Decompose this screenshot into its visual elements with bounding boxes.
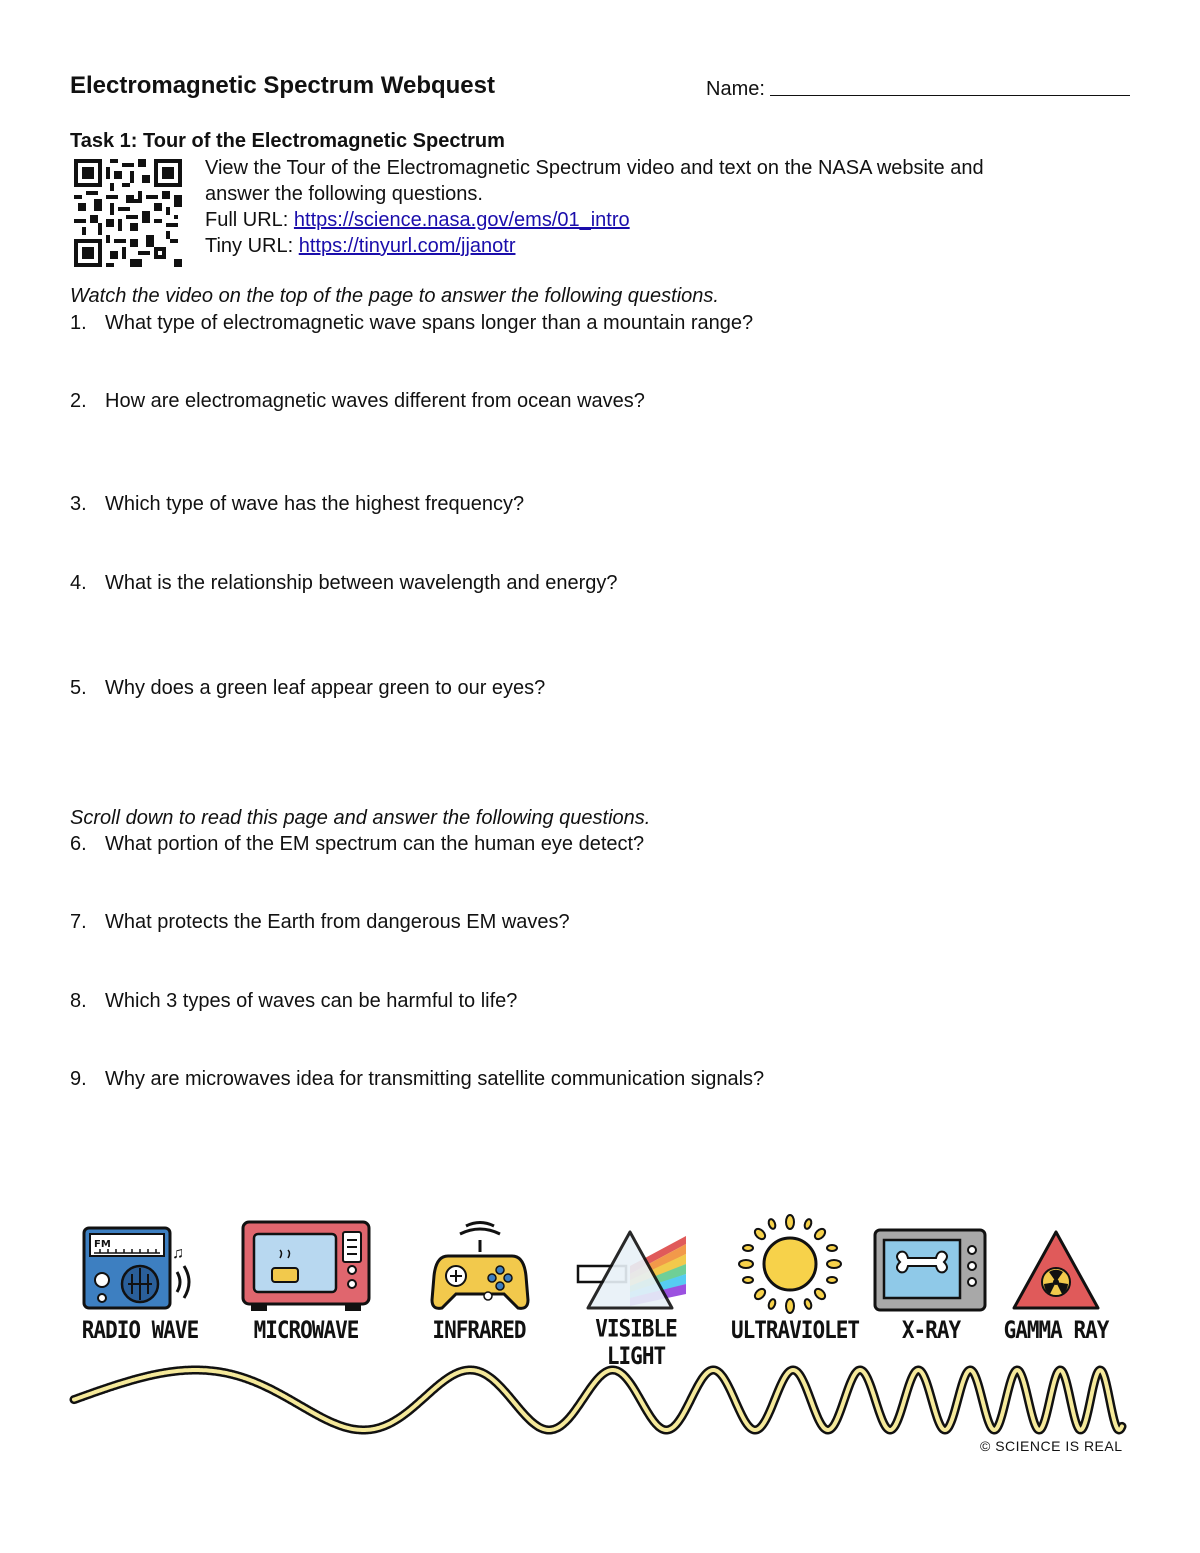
page-title: Electromagnetic Spectrum Webquest <box>70 72 495 99</box>
tiny-url-link[interactable]: https://tinyurl.com/jjanotr <box>298 235 516 257</box>
prism-icon <box>572 1218 692 1314</box>
label-gamma-ray: GAMMA RAY <box>1003 1316 1109 1344</box>
question-8: 8. Which 3 types of waves can be harmful to life? <box>70 990 518 1012</box>
label-visible-light: VISIBLE LIGHT <box>595 1314 677 1370</box>
task-intro <box>205 155 1135 259</box>
tiny-url-row <box>205 233 1135 259</box>
question-5: 5. Why does a green leaf appear green to our eyes? <box>70 677 546 699</box>
full-url-row <box>205 207 1135 233</box>
name-input-line[interactable] <box>770 95 1130 96</box>
question-2: 2. How are electromagnetic waves different from ocean waves? <box>70 390 645 412</box>
question-7: 7. What protects the Earth from dangerous EM waves? <box>70 911 570 933</box>
xray-monitor-icon <box>872 1226 988 1314</box>
question-1: 1. What type of electromagnetic wave spans longer than a mountain range? <box>70 312 754 334</box>
question-6: 6. What portion of the EM spectrum can the human eye detect? <box>70 833 645 855</box>
task-heading: Task 1: Tour of the Electromagnetic Spectrum <box>70 130 505 152</box>
label-radio-wave: RADIO WAVE <box>81 1316 199 1344</box>
radio-fm-text: FM <box>94 1239 111 1250</box>
question-3: 3. Which type of wave has the highest frequency? <box>70 493 525 515</box>
full-url-label: Full URL: <box>205 209 294 231</box>
intro-line-2: answer the following questions. <box>205 183 483 205</box>
scroll-instructions: Scroll down to read this page and answer the following questions. <box>70 807 651 829</box>
sun-icon <box>732 1212 842 1314</box>
label-x-ray: X-RAY <box>901 1316 961 1344</box>
game-controller-icon <box>430 1218 530 1314</box>
qr-code-icon <box>74 159 182 267</box>
full-url-link[interactable]: https://science.nasa.gov/ems/01_intro <box>293 209 630 231</box>
question-4: 4. What is the relationship between wavelength and energy? <box>70 572 618 594</box>
copyright-text: © SCIENCE IS REAL <box>980 1438 1123 1454</box>
video-instructions: Watch the video on the top of the page to answer the following questions. <box>70 285 719 307</box>
intro-line-1: View the Tour of the Electromagnetic Spectrum video and text on the NASA website and <box>205 157 984 179</box>
label-ultraviolet: ULTRAVIOLET <box>730 1316 860 1344</box>
tiny-url-label: Tiny URL: <box>205 235 299 257</box>
radiation-warning-icon <box>1008 1226 1104 1314</box>
name-label: Name: <box>706 78 765 100</box>
spectrum-wave <box>68 1360 1130 1440</box>
question-9: 9. Why are microwaves idea for transmitting satellite communication signals? <box>70 1068 765 1090</box>
svg-text:♫: ♫ <box>172 1245 184 1262</box>
radio-icon <box>80 1222 200 1314</box>
microwave-icon <box>240 1218 372 1314</box>
label-infrared: INFRARED <box>432 1316 526 1344</box>
label-microwave: MICROWAVE <box>253 1316 359 1344</box>
